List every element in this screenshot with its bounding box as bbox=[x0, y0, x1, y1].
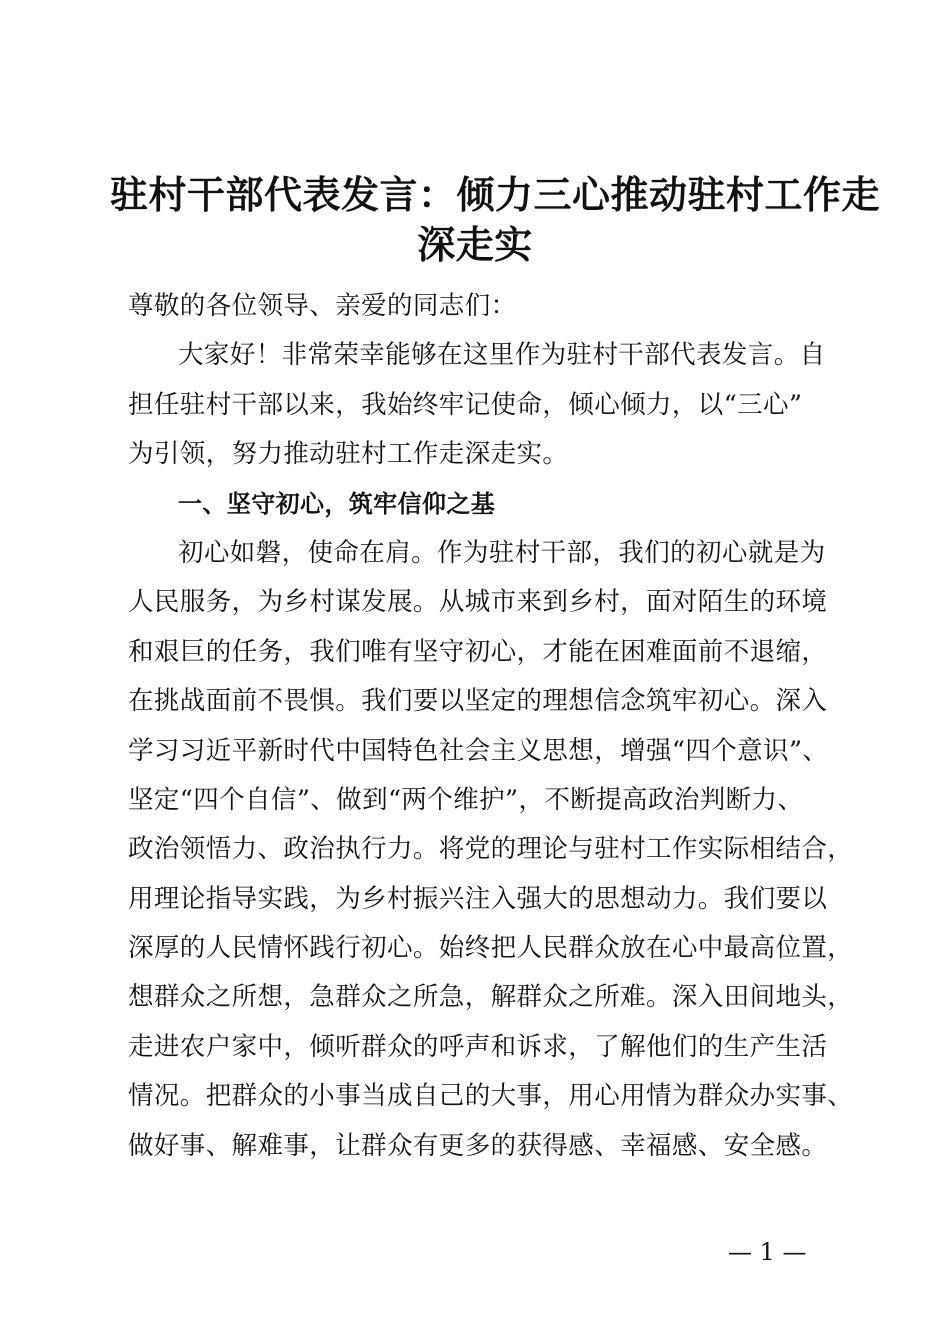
section-1-line-6: 坚定“四个自信”、做到“两个维护”，不断提高政治判断力、 bbox=[128, 784, 804, 815]
section-1-line-8: 用理论指导实践，为乡村振兴注入强大的思想动力。我们要以 bbox=[128, 883, 828, 914]
section-1-line-11: 走进农户家中，倾听群众的呼声和诉求，了解他们的生产生活 bbox=[128, 1031, 828, 1062]
page-number: — 1 — bbox=[728, 1238, 807, 1266]
section-1-line-10: 想群众之所想，急群众之所急，解群众之所难。深入田间地头， bbox=[128, 982, 854, 1013]
section-1-line-12: 情况。把群众的小事当成自己的大事，用心用情为群众办实事、 bbox=[128, 1081, 854, 1112]
section-1-line-5: 学习习近平新时代中国特色社会主义思想，增强“四个意识”、 bbox=[128, 735, 829, 766]
section-1-line-4: 在挑战面前不畏惧。我们要以坚定的理想信念筑牢初心。深入 bbox=[128, 686, 828, 717]
intro-line-1: 大家好！非常荣幸能够在这里作为驻村干部代表发言。自 bbox=[178, 340, 826, 371]
section-1-line-13: 做好事、解难事，让群众有更多的获得感、幸福感、安全感。 bbox=[128, 1130, 828, 1161]
title-line-2: 深走实 bbox=[417, 222, 533, 267]
intro-line-2: 担任驻村干部以来，我始终牢记使命，倾心倾力，以“三心” bbox=[128, 389, 803, 420]
section-1-line-9: 深厚的人民情怀践行初心。始终把人民群众放在心中最高位置， bbox=[128, 933, 854, 964]
document-body bbox=[128, 282, 854, 1171]
section-1-line-1: 初心如磐，使命在肩。作为驻村干部，我们的初心就是为 bbox=[178, 537, 826, 568]
document-title bbox=[110, 170, 881, 270]
section-1-line-3: 和艰巨的任务，我们唯有坚守初心，才能在困难面前不退缩， bbox=[128, 636, 828, 667]
section-1-heading: 一、坚守初心，筑牢信仰之基 bbox=[178, 489, 496, 518]
title-line-1: 驻村干部代表发言：倾力三心推动驻村工作走 bbox=[110, 172, 881, 217]
section-1-line-2: 人民服务，为乡村谋发展。从城市来到乡村，面对陌生的环境 bbox=[128, 587, 828, 618]
section-1-line-7: 政治领悟力、政治执行力。将党的理论与驻村工作实际相结合， bbox=[128, 834, 854, 865]
intro-line-3: 为引领，努力推动驻村工作走深走实。 bbox=[128, 439, 569, 470]
salutation: 尊敬的各位领导、亲爱的同志们： bbox=[128, 291, 517, 321]
